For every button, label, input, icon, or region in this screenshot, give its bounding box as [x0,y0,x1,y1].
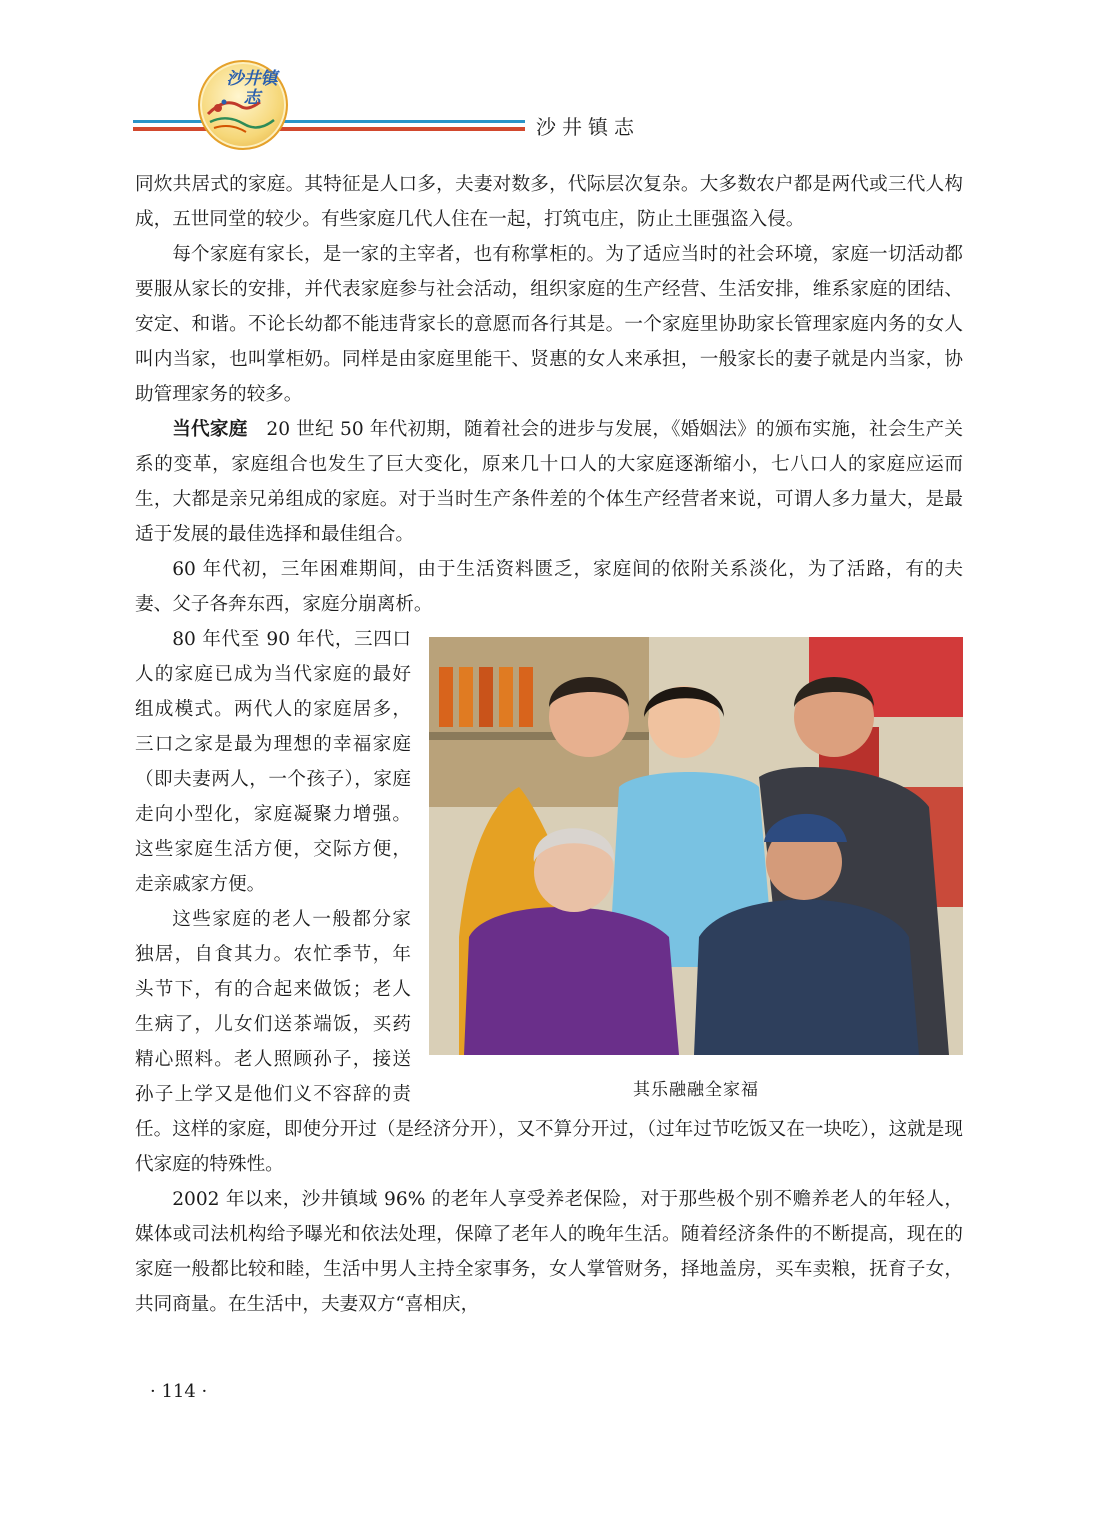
header-rule [133,120,525,131]
paragraph-2: 每个家庭有家长，是一家的主宰者，也有称掌柜的。为了适应当时的社会环境，家庭一切活动都要服从家长的安排，并代表家庭参与社会活动，组织家庭的生产经营、生活安排，维系家庭的团结、安定、和谐。不论长幼都不能违背家长的意愿而各行其是。一个家庭里协助家长管理家庭内务的女人叫内当家，也叫掌柜奶。同样是由家庭里能干、贤惠的女人来承担，一般家长的妻子就是内当家，协助管理家务的较多。 [135,244,963,405]
paragraph-1: 同炊共居式的家庭。其特征是人口多，夫妻对数多，代际层次复杂。大多数农户都是两代或三代人构成，五世同堂的较少。有些家庭几代人住在一起，打筑屯庄，防止土匪强盗入侵。 [135,174,963,230]
paragraph-3-text: 20 世纪 50 年代初期，随着社会的进步与发展，《婚姻法》的颁布实施，社会生产关系的变革，家庭组合也发生了巨大变化，原来几十口人的大家庭逐渐缩小，七八口人的家庭应运而生，大都是亲兄弟组成的家庭。对于当时生产条件差的个体生产经营者来说，可谓人多力量大，是最适于发展的最佳选择和最佳组合。 [135,419,963,545]
paragraph-4: 60 年代初，三年困难期间，由于生活资料匮乏，家庭间的依附关系淡化，为了活路，有的夫妻、父子各奔东西，家庭分崩离析。 [135,559,963,615]
page-number: · 114 · [150,1381,208,1402]
paragraph-6: 这些家庭的老人一般都分家独居，自食其力。农忙季节，年头节下，有的合起来做饭；老人生病了，儿女们送茶端饭，买药精心照料。老人照顾孙子，接送孙子上学又是他们义不容辞的责任。这样的家庭，即使分开过（是经济分开），又不算分开过，（过年过节吃饭又在一块吃），这就是现代家庭的特殊性。 [135,909,963,1175]
logo-text: 沙井镇志 [226,69,278,108]
paragraph-7: 2002 年以来，沙井镇域 96% 的老年人享受养老保险，对于那些极个别不赡养老人的年轻人，媒体或司法机构给予曝光和依法处理，保障了老年人的晚年生活。随着经济条件的不断提高，现在的家庭一般都比较和睦，生活中男人主持全家事务，女人掌管财务，择地盖房，买车卖粮，抚育子女，共同商量。在生活中，夫妻双方“喜相庆， [135,1189,963,1315]
section-term: 当代家庭 [172,419,248,440]
photo-caption: 其乐融融全家福 [633,1080,759,1100]
book-title: 沙井镇志 [536,115,640,139]
page-header [0,0,1093,150]
article-body [135,167,963,1322]
paragraph-3 [135,412,963,552]
family-photo-figure [429,637,963,1108]
paragraph-5: 80 年代至 90 年代，三四口人的家庭已成为当代家庭的最好组成模式。两代人的家庭居多，三口之家是最为理想的幸福家庭（即夫妻两人，一个孩子），家庭走向小型化，家庭凝聚力增强。这些家庭生活方便，交际方便，走亲戚家方便。 [135,629,411,895]
book-logo [198,60,288,150]
family-photo-illustration [429,637,963,1055]
family-photo [429,637,963,1055]
